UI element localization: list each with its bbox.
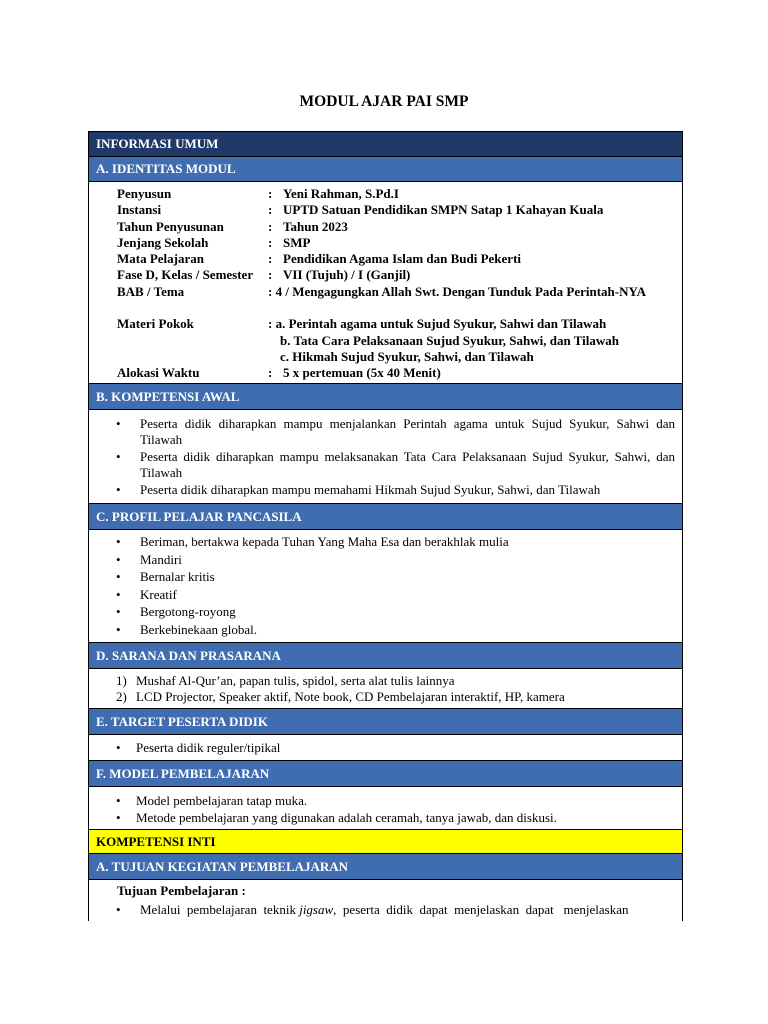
bab-value: : 4 / Mengagungkan Allah Swt. Dengan Tunduk Pada Perintah-NYA <box>268 283 647 299</box>
row-value: UPTD Satuan Pendidikan SMPN Satap 1 Kahayan Kuala <box>283 202 604 218</box>
row-value: Tahun 2023 <box>283 218 348 234</box>
sarana-body <box>89 669 682 709</box>
row-label: Instansi <box>117 202 162 218</box>
list-item: • Model pembelajaran tatap muka. <box>116 793 308 808</box>
bab-tema-row <box>89 284 682 317</box>
materi-item: b. Tata Cara Pelaksanaan Sujud Syukur, Sahwi, dan Tilawah <box>280 332 619 348</box>
list-item: • Peserta didik diharapkan mampu melaksanakan Tata Cara Pelaksanaan Sujud Syukur, Sahwi, dan Tilawah <box>116 449 675 480</box>
list-item: • Bernalar kritis <box>116 569 215 585</box>
list-item: • Berkebinekaan global. <box>116 621 257 637</box>
list-item: • Peserta didik diharapkan mampu memahami Hikmah Sujud Syukur, Sahwi, dan Tilawah <box>116 482 601 497</box>
sarana-header: D. SARANA DAN PRASARANA <box>89 643 682 669</box>
kompetensi-awal-body <box>89 410 682 504</box>
list-item: • Peserta didik reguler/tipikal <box>116 740 281 755</box>
list-item: • Melalui pembelajaran teknik jigsaw, peserta didik dapat menjelaskan dapat menjelaskan <box>89 900 682 920</box>
bullet-icon: • <box>116 810 121 825</box>
row-label: Jenjang Sekolah <box>117 234 209 250</box>
row-label: Penyusun <box>117 186 172 201</box>
bullet-icon: • <box>116 416 121 431</box>
row-colon: : <box>268 365 273 381</box>
list-item: • Metode pembelajaran yang digunakan adalah ceramah, tanya jawab, dan diskusi. <box>116 810 557 825</box>
identitas-modul-header: A. IDENTITAS MODUL <box>89 157 682 182</box>
identitas-row <box>89 202 682 218</box>
row-value: VII (Tujuh) / I (Ganjil) <box>283 267 411 283</box>
row-value: Yeni Rahman, S.Pd.I <box>283 186 399 201</box>
document-title: MODUL AJAR PAI SMP <box>299 93 469 110</box>
materi-row <box>89 333 682 349</box>
informasi-umum-header: INFORMASI UMUM <box>89 132 682 157</box>
row-colon: : <box>268 218 273 234</box>
tujuan-sub-label: Tujuan Pembelajaran : <box>117 883 246 898</box>
bullet-icon: • <box>116 793 121 808</box>
row-colon: : <box>268 202 273 218</box>
bullet-icon: • <box>116 740 121 755</box>
list-item: 1) Mushaf Al-Qur’an, papan tulis, spidol, serta alat tulis lainnya <box>116 673 455 688</box>
list-item: • Mandiri <box>116 551 182 567</box>
alokasi-value: 5 x pertemuan (5x 40 Menit) <box>283 365 441 381</box>
identitas-row <box>89 235 682 251</box>
bullet-icon: • <box>116 482 121 497</box>
row-colon: : <box>268 186 273 201</box>
materi-row <box>89 316 682 332</box>
alokasi-row <box>89 365 682 381</box>
list-item: • Bergotong-royong <box>116 604 236 620</box>
identitas-row <box>89 219 682 235</box>
materi-item: : a. Perintah agama untuk Sujud Syukur, Sahwi dan Tilawah <box>268 316 607 332</box>
bullet-icon: • <box>116 586 121 602</box>
row-label: Mata Pelajaran <box>117 251 205 267</box>
tujuan-body <box>89 880 682 920</box>
materi-row <box>89 349 682 365</box>
identitas-modul-body <box>89 182 682 384</box>
bullet-icon: • <box>116 604 121 620</box>
bullet-icon: • <box>116 569 121 585</box>
bullet-icon: • <box>116 551 121 567</box>
row-value: SMP <box>283 234 311 250</box>
materi-label: Materi Pokok <box>117 316 194 332</box>
kompetensi-awal-header: B. KOMPETENSI AWAL <box>89 384 682 410</box>
row-colon: : <box>268 267 273 283</box>
identitas-row <box>89 251 682 267</box>
target-body <box>89 735 682 761</box>
row-label: Fase D, Kelas / Semester <box>117 267 254 283</box>
model-body <box>89 787 682 830</box>
profil-pelajar-header: C. PROFIL PELAJAR PANCASILA <box>89 504 682 530</box>
model-header: F. MODEL PEMBELAJARAN <box>89 761 682 787</box>
kompetensi-inti-header: KOMPETENSI INTI <box>89 830 682 854</box>
tujuan-header: A. TUJUAN KEGIATAN PEMBELAJARAN <box>89 854 682 880</box>
materi-item: c. Hikmah Sujud Syukur, Sahwi, dan Tilawah <box>280 348 534 364</box>
identitas-row <box>89 267 682 283</box>
target-header: E. TARGET PESERTA DIDIK <box>89 709 682 735</box>
bullet-icon: • <box>116 902 121 917</box>
row-colon: : <box>268 251 273 267</box>
bullet-icon: • <box>116 449 121 464</box>
bab-label: BAB / Tema <box>117 283 185 299</box>
row-colon: : <box>268 234 273 250</box>
bullet-icon: • <box>116 621 121 637</box>
row-label: Tahun Penyusunan <box>117 218 224 234</box>
list-item: • Peserta didik diharapkan mampu menjalankan Perintah agama untuk Sujud Syukur, Sahwi dan Tilawah <box>116 416 675 447</box>
profil-pelajar-body <box>89 530 682 643</box>
module-table <box>88 131 683 921</box>
list-item: 2) LCD Projector, Speaker aktif, Note book, CD Pembelajaran interaktif, HP, kamera <box>116 689 565 704</box>
alokasi-label: Alokasi Waktu <box>117 365 200 381</box>
bullet-icon: • <box>116 534 121 549</box>
row-value: Pendidikan Agama Islam dan Budi Pekerti <box>283 251 522 267</box>
identitas-row <box>89 186 682 202</box>
list-item: • Beriman, bertakwa kepada Tuhan Yang Maha Esa dan berakhlak mulia <box>116 534 509 549</box>
list-item: • Kreatif <box>116 586 177 602</box>
